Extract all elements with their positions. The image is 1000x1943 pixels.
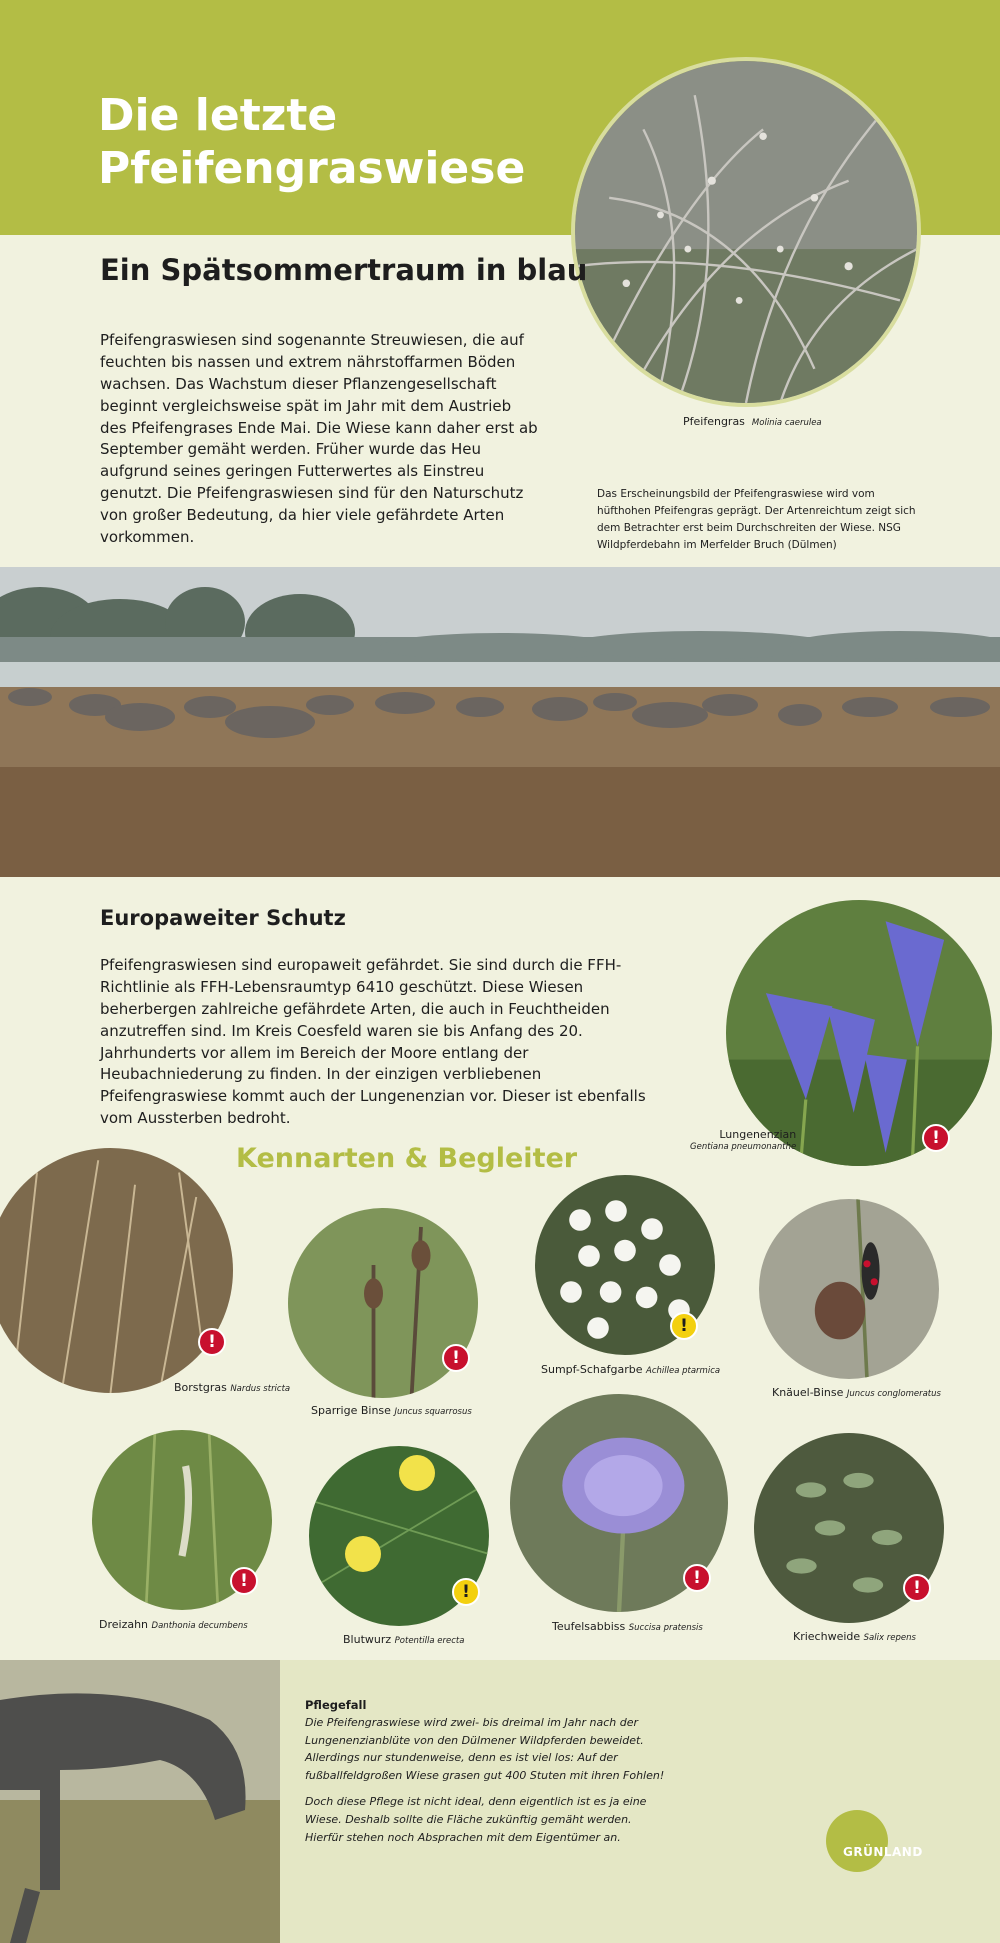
title-line-1: Die letzte xyxy=(98,90,338,141)
molinia-photo xyxy=(571,57,921,407)
moth-photo xyxy=(759,1199,939,1379)
gentian-warning-icon: ! xyxy=(922,1124,950,1152)
molinia-caption xyxy=(683,415,822,428)
borstgras-caption xyxy=(174,1381,290,1394)
species-name: Knäuel-Binse xyxy=(772,1386,844,1399)
intro-subtitle: Ein Spätsommertraum in blau xyxy=(100,253,588,287)
gentian-photo xyxy=(726,900,992,1166)
species-latin: Potentilla erecta xyxy=(394,1636,465,1646)
species-latin: Juncus squarrosus xyxy=(394,1407,472,1417)
care-text xyxy=(305,1714,665,1846)
schafgarbe-warning-icon: ! xyxy=(670,1312,698,1340)
schafgarbe-caption xyxy=(541,1363,720,1376)
grass-photo xyxy=(0,1148,233,1393)
europe-text: Pfeifengraswiesen sind europaweit gefährdet. Sie sind durch die FFH-Richtlinie als FFH-Lebensraumtyp 6410 geschützt. Diese Wiesen beherbergen zahlreiche gefährdete Arten, die auch in Feuchtheiden anzutreffen sind. Im Kreis Coesfeld waren sie bis Anfang des 20. Jahrhunderts vor allem im Bereich der Moore entlang der Heubachniederung zu finden. In der einzigen verbliebenen Pfeifengraswiese kommt auch der Lungenenzian vor. Dieser ist ebenfalls vom Aussterben bedroht. xyxy=(100,956,646,1128)
care-title: Pflegefall xyxy=(305,1698,367,1712)
knaeuel-binse-caption xyxy=(772,1386,941,1399)
species-name: Kriechweide xyxy=(793,1630,861,1643)
species-name: Sparrige Binse xyxy=(311,1404,391,1417)
species-latin: Salix repens xyxy=(863,1633,916,1643)
species-latin: Succisa pratensis xyxy=(628,1623,703,1633)
sparrige-binse-warning-icon: ! xyxy=(442,1344,470,1372)
kriechweide-caption xyxy=(793,1630,916,1643)
species-latin: Juncus conglomeratus xyxy=(846,1389,941,1399)
dreizahn-warning-icon: ! xyxy=(230,1567,258,1595)
blutwurz-warning-icon: ! xyxy=(452,1578,480,1606)
teufelsabbiss-caption xyxy=(552,1620,703,1633)
species-latin: Danthonia decumbens xyxy=(151,1621,248,1631)
species-latin: Molinia caerulea xyxy=(751,418,822,428)
europe-heading: Europaweiter Schutz xyxy=(100,906,346,930)
species-name: Dreizahn xyxy=(99,1618,149,1631)
species-name: Pfeifengras xyxy=(683,415,745,428)
care-paragraph: Doch diese Pflege ist nicht ideal, denn eigentlich ist es ja eine Wiese. Deshalb sollte die Fläche zukünftig gemäht werden. Hierfür stehen noch Absprachen mit dem Eigentümer an. xyxy=(305,1795,647,1844)
species-latin: Gentiana pneumonanthe xyxy=(690,1142,797,1153)
logo-text: GRÜNLAND xyxy=(843,1845,923,1859)
gentian-caption xyxy=(690,1128,796,1153)
title-line-2: Pfeifengraswiese xyxy=(98,142,526,194)
species-latin: Achillea ptarmica xyxy=(646,1366,721,1376)
species-name: Teufelsabbiss xyxy=(552,1620,626,1633)
hero-description: Das Erscheinungsbild der Pfeifengraswiese wird vom hüfthohen Pfeifengras geprägt. Der Artenreichtum zeigt sich dem Betrachter erst beim Durchschreiten der Wiese. NSG Wildpferdebahn im Merfelder Bruch (Dülmen) xyxy=(597,488,916,551)
teufelsabbiss-warning-icon: ! xyxy=(683,1564,711,1592)
landscape-photo xyxy=(0,567,1000,877)
sparrige-binse-caption xyxy=(311,1404,472,1417)
blutwurz-caption xyxy=(343,1633,464,1646)
borstgras-warning-icon: ! xyxy=(198,1328,226,1356)
logo-circle xyxy=(826,1810,888,1872)
dreizahn-caption xyxy=(99,1618,248,1631)
species-section-title: Kennarten & Begleiter xyxy=(236,1143,578,1174)
intro-text: Pfeifengraswiesen sind sogenannte Streuwiesen, die auf feuchten bis nassen und extrem nährstoffarmen Böden wachsen. Das Wachstum dieser Pflanzengesellschaft beginnt vergleichsweise spät im Jahr mit dem Austrieb des Pfeifengrases Ende Mai. Die Wiese kann daher erst ab September gemäht werden. Früher wurde das Heu aufgrund seines geringen Futterwertes als Einstreu genutzt. Die Pfeifengraswiesen sind für den Naturschutz von großer Bedeutung, da hier viele gefährdete Arten vorkommen. xyxy=(100,331,538,547)
species-name: Borstgras xyxy=(174,1381,227,1394)
species-name: Blutwurz xyxy=(343,1633,392,1646)
care-paragraph: Die Pfeifengraswiese wird zwei- bis dreimal im Jahr nach der Lungenenzianblüte von den Dülmener Wildpferden beweidet. Allerdings nur stundenweise, denn es ist viel los: Auf der fußballfeldgroßen Wiese grasen gut 400 Stuten mit ihren Fohlen! xyxy=(305,1716,665,1782)
species-latin: Nardus stricta xyxy=(230,1384,291,1394)
kriechweide-warning-icon: ! xyxy=(903,1574,931,1602)
page-title xyxy=(98,90,558,196)
species-name: Sumpf-Schafgarbe xyxy=(541,1363,643,1376)
species-name: Lungenenzian xyxy=(719,1128,797,1141)
horse-photo xyxy=(0,1660,280,1943)
